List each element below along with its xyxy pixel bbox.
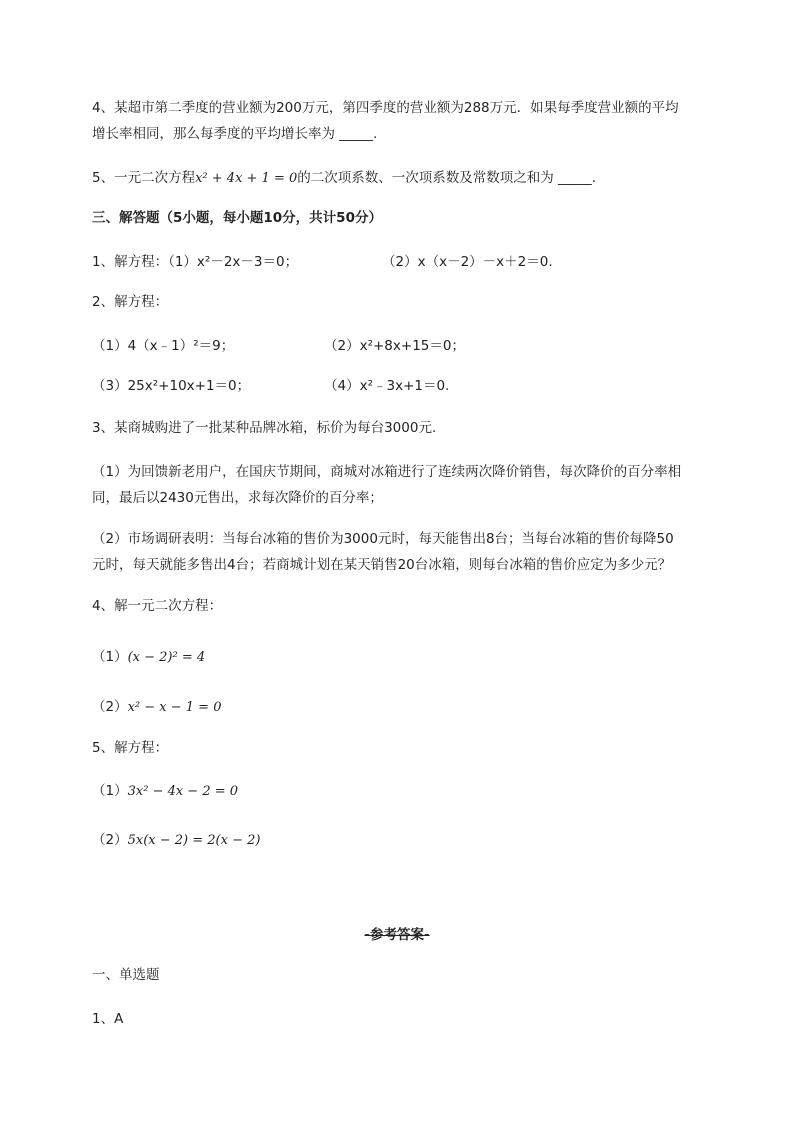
- p4-part2-num: （2）: [92, 699, 128, 715]
- p2-part3: （3）25x²+10x+1＝0；: [92, 378, 251, 394]
- p2-part1: （1）4（x﹣1）²＝9；: [92, 338, 235, 354]
- p2-label: 2、解方程：: [92, 294, 169, 310]
- p3-sub1-line2: 同，最后以2430元售出，求每次降价的百分率；: [92, 490, 383, 506]
- q4-fill-line1: 4、某超市第二季度的营业额为200万元，第四季度的营业额为288万元．如果每季度营业额的平均: [92, 100, 679, 116]
- p5-part1-equation: 3x² − 4x − 2 = 0: [127, 784, 239, 799]
- p4-part2: [92, 697, 221, 718]
- q5-fill-suffix: 的二次项系数、一次项系数及常数项之和为 _____.: [297, 170, 597, 186]
- p3-sub2-line1: （2）市场调研表明：当每台冰箱的售价为3000元时，每天能售出8台；当每台冰箱的售价每降50: [92, 531, 674, 547]
- p5-part2: [92, 830, 260, 851]
- p5-part2-num: （2）: [92, 832, 128, 848]
- p4-part1-num: （1）: [92, 649, 128, 665]
- p5-part1: [92, 781, 238, 802]
- p3-label: 3、某商城购进了一批某种品牌冰箱，标价为每台3000元．: [92, 420, 446, 436]
- p5-label: 5、解方程：: [92, 740, 169, 756]
- q5-fill-equation: x² + 4x + 1 = 0: [195, 171, 298, 186]
- p5-part2-equation: 5x(x − 2) = 2(x − 2): [127, 833, 261, 848]
- p3-sub1-line1: （1）为回馈新老用户，在国庆节期间，商城对冰箱进行了连续两次降价销售，每次降价的百分率相: [92, 464, 682, 480]
- answers-section1: 一、单选题: [92, 967, 160, 983]
- q5-fill: [92, 168, 596, 189]
- answers-item1: 1、A: [92, 1011, 124, 1027]
- p1-part2: （2）x（x－2）－x＋2＝0.: [382, 254, 553, 270]
- p2-part2: （2）x²+8x+15＝0；: [324, 338, 465, 354]
- p3-sub2-line2: 元时，每天就能多售出4台；若商城计划在某天销售20台冰箱，则每台冰箱的售价应定为多少元？: [92, 557, 672, 573]
- section3-title: 三、解答题（5小题，每小题10分，共计50分）: [92, 210, 382, 226]
- p2-part4: （4）x²﹣3x+1＝0.: [324, 378, 450, 394]
- p5-part1-num: （1）: [92, 783, 128, 799]
- p1-label-part1: [92, 252, 298, 272]
- q4-fill-line2: 增长率相同，那么每季度的平均增长率为 _____.: [92, 126, 378, 142]
- p1-part1: （1）x²－2x－3＝0；: [168, 254, 299, 270]
- q5-fill-prefix: 5、一元二次方程: [92, 170, 196, 186]
- p1-label: 1、解方程：: [92, 254, 169, 270]
- p4-part1: [92, 647, 205, 668]
- p4-part1-equation: (x − 2)² = 4: [127, 650, 206, 665]
- p4-part2-equation: x² − x − 1 = 0: [127, 700, 222, 715]
- p4-label: 4、解一元二次方程：: [92, 598, 223, 614]
- answers-title: -参考答案-: [364, 927, 430, 943]
